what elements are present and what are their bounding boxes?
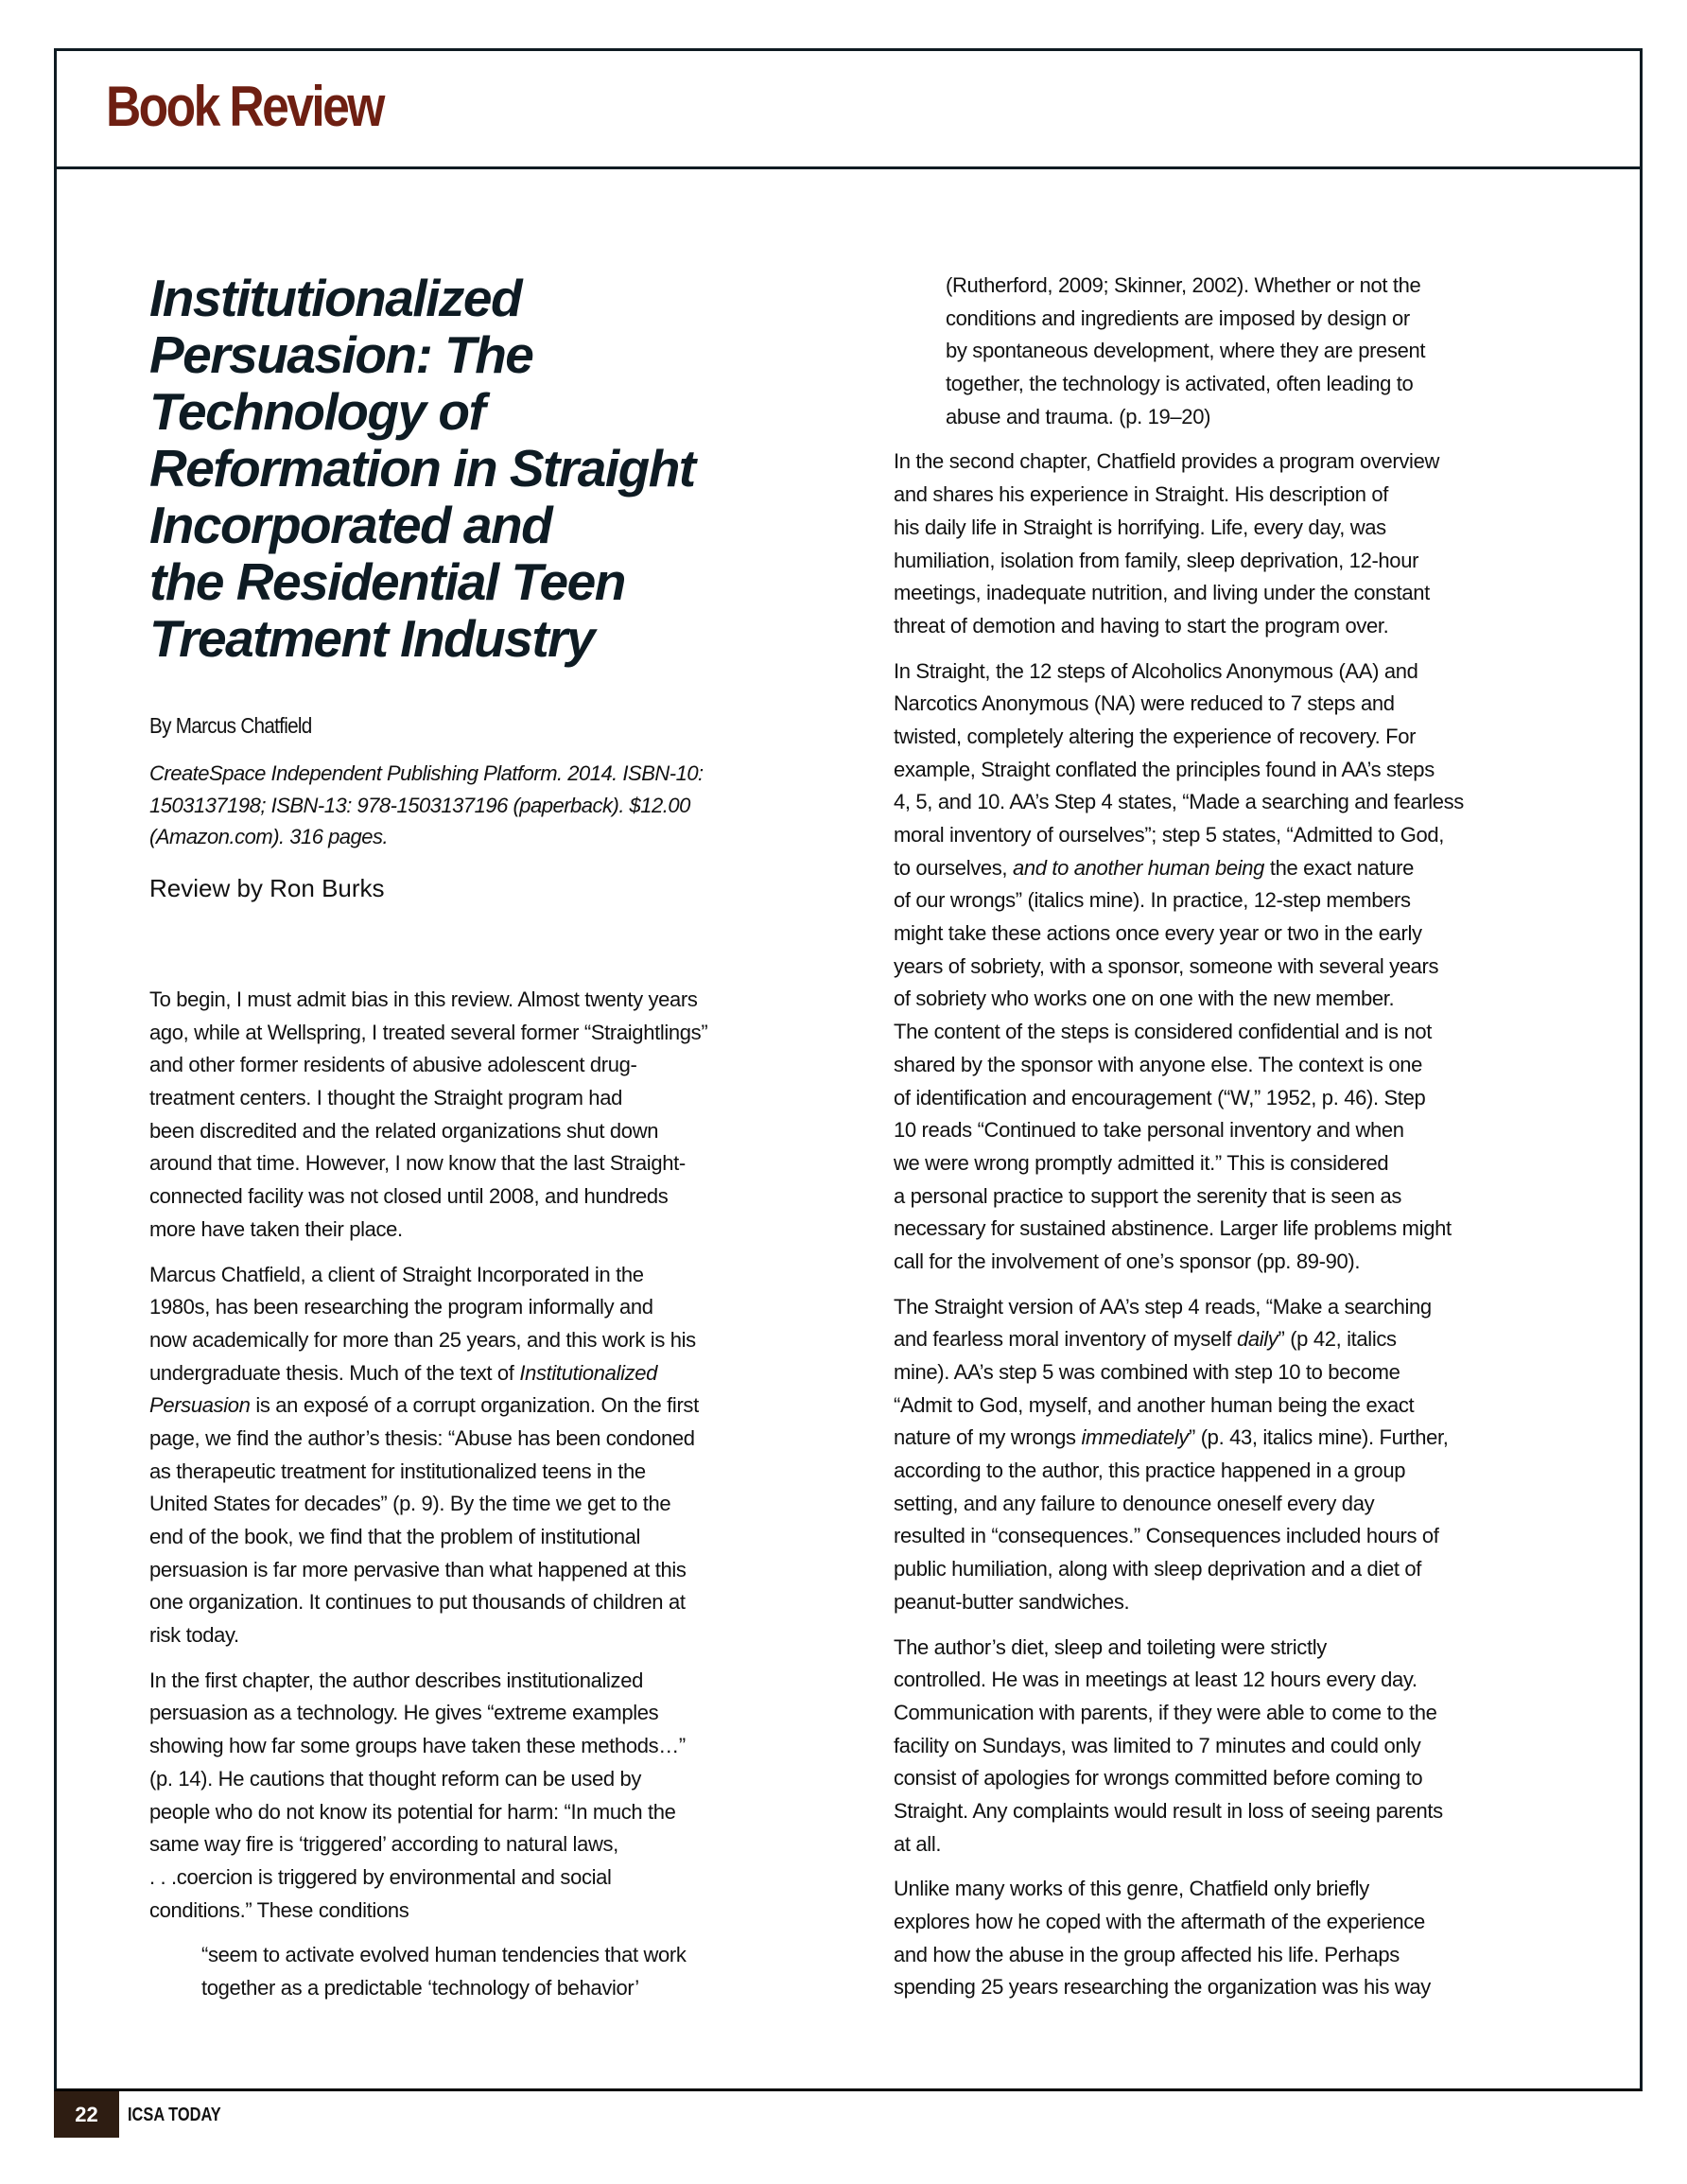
text-line: peanut-butter sandwiches. bbox=[894, 1589, 1130, 1614]
publication-info bbox=[149, 758, 830, 853]
paragraph bbox=[149, 1259, 802, 1652]
text-line: persuasion is far more pervasive than what happened at this bbox=[149, 1557, 687, 1581]
text-line: we were wrong promptly admitted it.” This is considered bbox=[894, 1150, 1389, 1175]
text-line: nature of my wrongs immediately” (p. 43, italics mine). Further, bbox=[894, 1425, 1449, 1450]
text-line: To begin, I must admit bias in this review. Almost twenty years bbox=[149, 987, 698, 1011]
text-line: page, we find the author’s thesis: “Abuse has been condoned bbox=[149, 1425, 695, 1450]
text-line: treatment centers. I thought the Straight program had bbox=[149, 1086, 622, 1110]
text-line: of our wrongs” (italics mine). In practice, 12-step members bbox=[894, 888, 1411, 913]
text-line: Marcus Chatfield, a client of Straight Incorporated in the bbox=[149, 1262, 644, 1286]
italic-text: Persuasion bbox=[149, 1393, 251, 1418]
paragraph-gap bbox=[894, 1619, 1546, 1632]
text-line: (Rutherford, 2009; Skinner, 2002). Whether or not the bbox=[946, 273, 1421, 297]
text-line: (p. 14). He cautions that thought reform can be used by bbox=[149, 1766, 642, 1791]
paragraph-gap bbox=[894, 1279, 1546, 1291]
text-line: Unlike many works of this genre, Chatfield only briefly bbox=[894, 1877, 1369, 1901]
text-line: according to the author, this practice happened in a group bbox=[894, 1459, 1406, 1483]
text-line: Narcotics Anonymous (NA) were reduced to 7 steps and bbox=[894, 691, 1395, 716]
text-line: Communication with parents, if they were able to come to the bbox=[894, 1700, 1437, 1724]
text-line: resulted in “consequences.” Consequences included hours of bbox=[894, 1524, 1439, 1548]
text-line: end of the book, we find that the problem of institutional bbox=[149, 1525, 641, 1548]
article-title bbox=[149, 270, 830, 667]
paragraph bbox=[149, 984, 802, 1247]
text-line: and other former residents of abusive adolescent drug- bbox=[149, 1053, 637, 1077]
text-line: In Straight, the 12 steps of Alcoholics Anonymous (AA) and bbox=[894, 658, 1418, 683]
text-line: The content of the steps is considered confidential and is not bbox=[894, 1020, 1433, 1044]
text-line: public humiliation, along with sleep deprivation and a diet of bbox=[894, 1557, 1422, 1581]
paragraph bbox=[894, 1632, 1546, 1861]
text-line: shared by the sponsor with anyone else. The context is one bbox=[894, 1052, 1422, 1076]
italic-text: and to another human being bbox=[1012, 855, 1265, 880]
block-quote bbox=[149, 1939, 802, 2004]
text-line: Persuasion is an exposé of a corrupt organization. On the first bbox=[149, 1393, 699, 1418]
text-line: necessary for sustained abstinence. Larger life problems might bbox=[894, 1216, 1452, 1241]
text-line: undergraduate thesis. Much of the text of Institutionalized bbox=[149, 1360, 658, 1385]
paragraph-gap bbox=[149, 1652, 802, 1665]
text-line: a personal practice to support the serenity that is seen as bbox=[894, 1183, 1401, 1208]
italic-text: Institutionalized bbox=[519, 1360, 658, 1385]
paragraph bbox=[894, 1291, 1546, 1619]
author-byline: By Marcus Chatfield bbox=[149, 713, 312, 738]
page-number-badge: 22 bbox=[54, 2091, 119, 2138]
paragraph-gap bbox=[894, 433, 1546, 446]
title-line: Technology of bbox=[149, 382, 485, 441]
text-line: example, Straight conflated the principles found in AA’s steps bbox=[894, 757, 1435, 781]
text-line: In the first chapter, the author describes institutionalized bbox=[149, 1668, 643, 1692]
text-line: . . .coercion is triggered by environmental and social bbox=[149, 1864, 612, 1889]
text-line: risk today. bbox=[149, 1623, 239, 1648]
paragraph-gap bbox=[894, 1861, 1546, 1873]
text-line: and how the abuse in the group affected his life. Perhaps bbox=[894, 1942, 1400, 1966]
text-line: meetings, inadequate nutrition, and living under the constant bbox=[894, 581, 1430, 605]
text-line: by spontaneous development, where they are present bbox=[946, 339, 1426, 363]
title-line: Incorporated and bbox=[149, 496, 552, 554]
text-line: spending 25 years researching the organization was his way bbox=[894, 1975, 1431, 2000]
text-line: might take these actions once every year or two in the early bbox=[894, 921, 1422, 946]
header-divider bbox=[54, 166, 1643, 169]
text-line: his daily life in Straight is horrifying. Life, every day, was bbox=[894, 515, 1386, 539]
text-line: 10 reads “Continued to take personal inventory and when bbox=[894, 1118, 1404, 1143]
text-line: setting, and any failure to denounce oneself every day bbox=[894, 1491, 1375, 1515]
text-line: The Straight version of AA’s step 4 reads, “Make a searching bbox=[894, 1294, 1432, 1319]
text-line: of identification and encouragement (“W,” 1952, p. 46). Step bbox=[894, 1085, 1426, 1109]
text-line: showing how far some groups have taken these methods…” bbox=[149, 1734, 686, 1758]
text-line: together, the technology is activated, often leading to bbox=[946, 372, 1414, 396]
text-line: been discredited and the related organizations shut down bbox=[149, 1118, 659, 1143]
title-line: Treatment Industry bbox=[149, 609, 595, 668]
text-line: 1980s, has been researching the program informally and bbox=[149, 1295, 653, 1319]
text-line: conditions and ingredients are imposed by design or bbox=[946, 306, 1410, 330]
text-line: 4, 5, and 10. AA’s Step 4 states, “Made a searching and fearless bbox=[894, 790, 1464, 814]
text-line: moral inventory of ourselves”; step 5 states, “Admitted to God, bbox=[894, 823, 1444, 847]
text-line: humiliation, isolation from family, sleep deprivation, 12-hour bbox=[894, 548, 1419, 572]
section-title: Book Review bbox=[106, 75, 383, 138]
text-line: same way fire is ‘triggered’ according to natural laws, bbox=[149, 1832, 618, 1857]
text-line: more have taken their place. bbox=[149, 1216, 403, 1241]
text-line: to ourselves, and to another human being the exact nature bbox=[894, 855, 1415, 880]
italic-text: daily bbox=[1236, 1327, 1278, 1352]
text-line: as therapeutic treatment for institutionalized teens in the bbox=[149, 1459, 646, 1483]
text-line: mine). AA’s step 5 was combined with step 10 to become bbox=[894, 1360, 1400, 1384]
text-line: at all. bbox=[894, 1831, 942, 1856]
text-line: connected facility was not closed until 2008, and hundreds bbox=[149, 1184, 669, 1209]
publication-info-line: 1503137198; ISBN-13: 978-1503137196 (paperback). $12.00 bbox=[149, 793, 690, 817]
text-line: persuasion as a technology. He gives “extreme examples bbox=[149, 1701, 659, 1725]
text-line: and fearless moral inventory of myself daily” (p 42, italics bbox=[894, 1327, 1397, 1352]
text-line: one organization. It continues to put thousands of children at bbox=[149, 1590, 686, 1615]
text-line: twisted, completely altering the experience of recovery. For bbox=[894, 724, 1417, 748]
block-quote bbox=[894, 270, 1546, 433]
text-line: Straight. Any complaints would result in loss of seeing parents bbox=[894, 1798, 1443, 1823]
text-line: The author’s diet, sleep and toileting were strictly bbox=[894, 1634, 1327, 1659]
text-line: of sobriety who works one on one with the new member. bbox=[894, 987, 1395, 1011]
text-line: call for the involvement of one’s sponsor (pp. 89-90). bbox=[894, 1249, 1361, 1273]
text-line: “Admit to God, myself, and another human being the exact bbox=[894, 1392, 1415, 1417]
text-line: and shares his experience in Straight. His description of bbox=[894, 482, 1389, 507]
publication-name: ICSA TODAY bbox=[128, 2105, 221, 2125]
text-line: abuse and trauma. (p. 19–20) bbox=[946, 404, 1211, 428]
publication-info-line: CreateSpace Independent Publishing Platform. 2014. ISBN-10: bbox=[149, 761, 704, 785]
left-column bbox=[149, 984, 802, 2005]
title-line: Persuasion: The bbox=[149, 325, 533, 384]
text-line: United States for decades” (p. 9). By the time we get to the bbox=[149, 1492, 671, 1516]
text-line: explores how he coped with the aftermath of the experience bbox=[894, 1910, 1425, 1933]
paragraph-gap bbox=[894, 643, 1546, 655]
title-line: Reformation in Straight bbox=[149, 439, 695, 498]
text-line: ago, while at Wellspring, I treated several former “Straightlings” bbox=[149, 1020, 708, 1044]
text-line: facility on Sundays, was limited to 7 minutes and could only bbox=[894, 1733, 1421, 1757]
paragraph-gap bbox=[149, 1927, 802, 1939]
title-line: the Residential Teen bbox=[149, 552, 625, 611]
text-line: around that time. However, I now know that the last Straight- bbox=[149, 1151, 686, 1176]
title-line: Institutionalized bbox=[149, 269, 522, 327]
text-line: now academically for more than 25 years, and this work is his bbox=[149, 1327, 696, 1352]
paragraph bbox=[894, 1873, 1546, 2004]
paragraph bbox=[894, 655, 1546, 1279]
reviewer-credit: Review by Ron Burks bbox=[149, 874, 385, 902]
text-line: controlled. He was in meetings at least 12 hours every day. bbox=[894, 1668, 1417, 1692]
text-line: conditions.” These conditions bbox=[149, 1897, 409, 1922]
text-line: “seem to activate evolved human tendencies that work bbox=[201, 1943, 687, 1967]
text-line: threat of demotion and having to start the program over. bbox=[894, 613, 1389, 638]
paragraph bbox=[894, 446, 1546, 642]
paragraph-gap bbox=[149, 1247, 802, 1259]
text-line: people who do not know its potential for harm: “In much the bbox=[149, 1799, 676, 1824]
text-line: consist of apologies for wrongs committed before coming to bbox=[894, 1766, 1423, 1791]
text-line: years of sobriety, with a sponsor, someone with several years bbox=[894, 953, 1439, 978]
publication-info-line: (Amazon.com). 316 pages. bbox=[149, 825, 389, 848]
paragraph bbox=[149, 1665, 802, 1928]
text-line: together as a predictable ‘technology of behavior’ bbox=[201, 1975, 639, 2000]
right-column bbox=[894, 270, 1546, 2004]
italic-text: immediately bbox=[1081, 1425, 1189, 1450]
text-line: In the second chapter, Chatfield provides a program overview bbox=[894, 449, 1439, 474]
